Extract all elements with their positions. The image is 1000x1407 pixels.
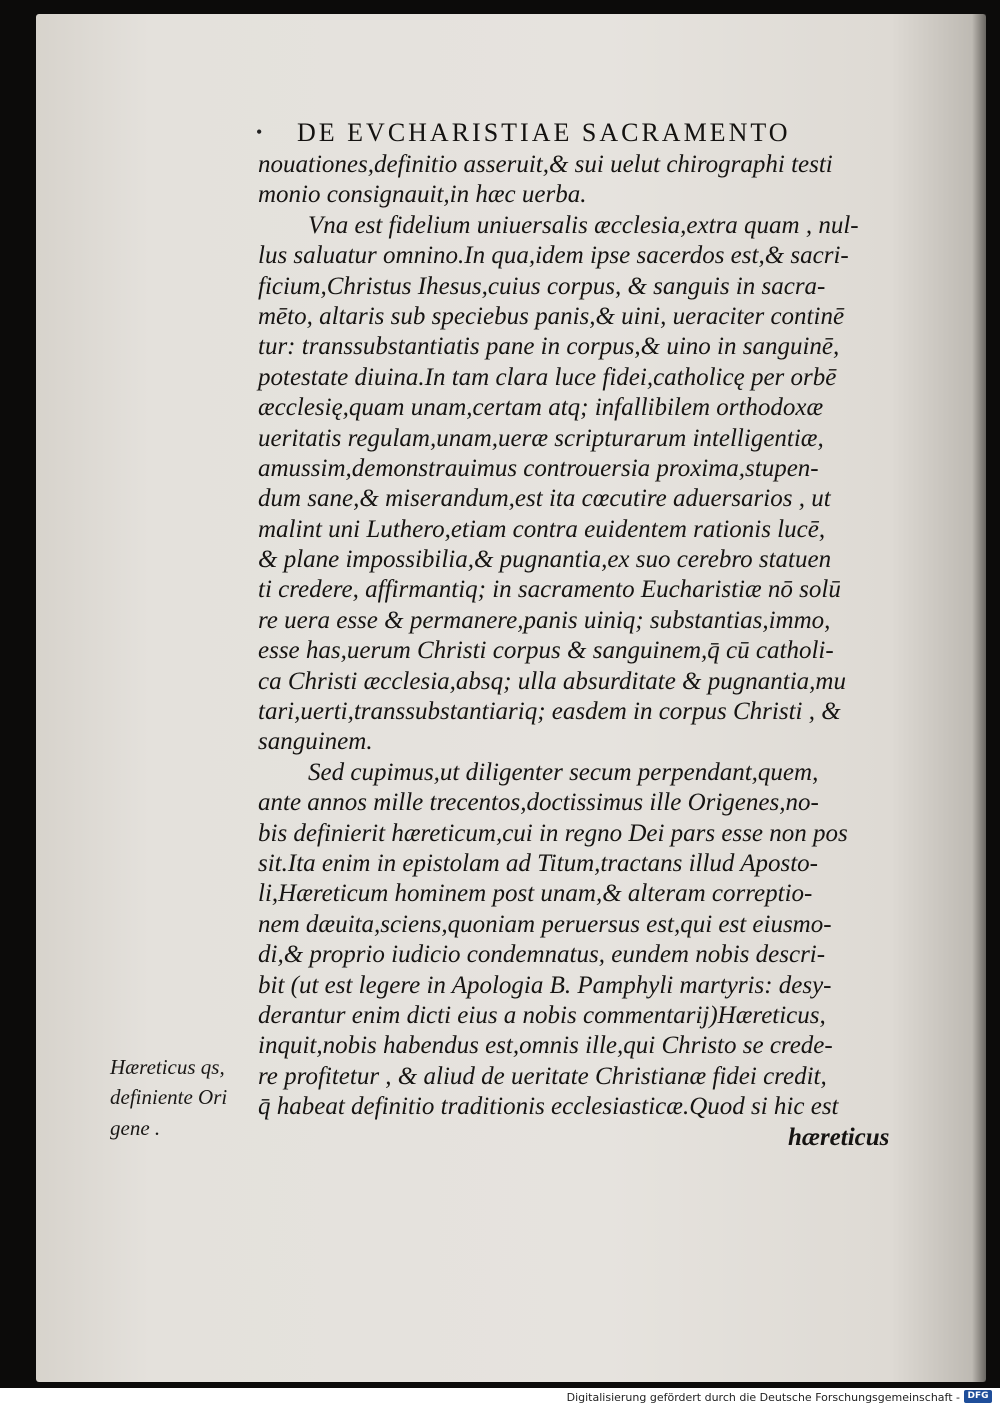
- text-line: Vna est fidelium uniuersalis æcclesia,extra quam , nul-: [308, 211, 859, 239]
- text-line: esse has,uerum Christi corpus & sanguinem,q̄ cū catholi-: [258, 637, 834, 665]
- page-edge-shadow: [972, 14, 986, 1382]
- text-line: bis definierit hæreticum,cui in regno Dei pars esse non pos: [258, 819, 848, 847]
- text-line: Sed cupimus,ut diligenter secum perpendant,quem,: [308, 758, 819, 786]
- text-line: & plane impossibilia,& pugnantia,ex suo cerebro statuen: [258, 546, 832, 574]
- text-line: ti credere, affirmantiq; in sacramento Eucharistiæ nō solū: [258, 576, 841, 604]
- text-line: re uera esse & permanere,panis uiniq; substantias,immo,: [258, 606, 831, 634]
- running-head: DE EVCHARISTIAE SACRAMENTO: [297, 118, 791, 147]
- text-line: ficium,Christus Ihesus,cuius corpus, & sanguis in sacra-: [258, 272, 826, 300]
- text-line: di,& proprio iudicio condemnatus, eundem nobis descri-: [258, 941, 826, 969]
- text-line: monio consignauit,in hæc uerba.: [258, 181, 587, 209]
- text-line: lus saluatur omnino.In qua,idem ipse sacerdos est,& sacri-: [258, 242, 849, 270]
- text-line: re profitetur , & aliud de ueritate Christianæ fidei credit,: [258, 1062, 827, 1090]
- text-line: ueritatis regulam,unam,ueræ scripturarum intelligentiæ,: [258, 424, 824, 452]
- text-line: q̄ habeat definitio traditionis ecclesiasticæ.Quod si hic est: [258, 1093, 839, 1121]
- body-text: [258, 150, 938, 1153]
- text-line: sit.Ita enim in epistolam ad Titum,tractans illud Aposto-: [258, 849, 818, 877]
- text-line: nem dæuita,sciens,quoniam peruersus est,qui est eiusmo-: [258, 910, 832, 938]
- text-line: ca Christi æcclesia,absq; ulla absurditate & pugnantia,mu: [258, 667, 846, 695]
- text-line: inquit,nobis habendus est,omnis ille,qui Christo se crede-: [258, 1032, 833, 1060]
- text-line: mēto, altaris sub speciebus panis,& uini, ueraciter continē: [258, 302, 845, 330]
- head-mark: •: [256, 122, 263, 142]
- dfg-logo: DFG: [964, 1390, 992, 1403]
- text-line: tari,uerti,transsubstantiariq; easdem in corpus Christi , &: [258, 698, 841, 726]
- text-line: dum sane,& miserandum,est ita cœcutire aduersarios , ut: [258, 485, 831, 513]
- text-line: potestate diuina.In tam clara luce fidei,catholicę per orbē: [258, 363, 837, 391]
- footer-credit: Digitalisierung gefördert durch die Deutsche Forschungsgemeinschaft -: [566, 1391, 960, 1404]
- text-line: malint uni Luthero,etiam contra euidentem rationis lucē,: [258, 515, 826, 543]
- text-line: derantur enim dicti eius a nobis commentarij)Hæreticus,: [258, 1001, 826, 1029]
- margin-note: [110, 1052, 250, 1143]
- text-line: bit (ut est legere in Apologia B. Pamphyli martyris: desy-: [258, 971, 832, 999]
- text-line: ante annos mille trecentos,doctissimus ille Origenes,no-: [258, 789, 819, 817]
- margin-note-line: definiente Ori: [110, 1085, 228, 1110]
- text-line: li,Hæreticum hominem post unam,& alteram correptio-: [258, 880, 813, 908]
- text-line: nouationes,definitio asseruit,& sui uelut chirographi testi: [258, 151, 833, 178]
- text-line: amussim,demonstrauimus controuersia proxima,stupen-: [258, 454, 819, 482]
- text-line: sanguinem.: [258, 728, 373, 756]
- margin-note-line: Hæreticus qs,: [110, 1055, 225, 1079]
- catchword: hæreticus: [788, 1123, 890, 1151]
- margin-note-line: gene .: [110, 1115, 161, 1140]
- text-line: tur: transsubstantiatis pane in corpus,& uino in sanguinē,: [258, 333, 840, 361]
- text-line: æcclesię,quam unam,certam atq; infallibilem orthodoxæ: [258, 394, 824, 422]
